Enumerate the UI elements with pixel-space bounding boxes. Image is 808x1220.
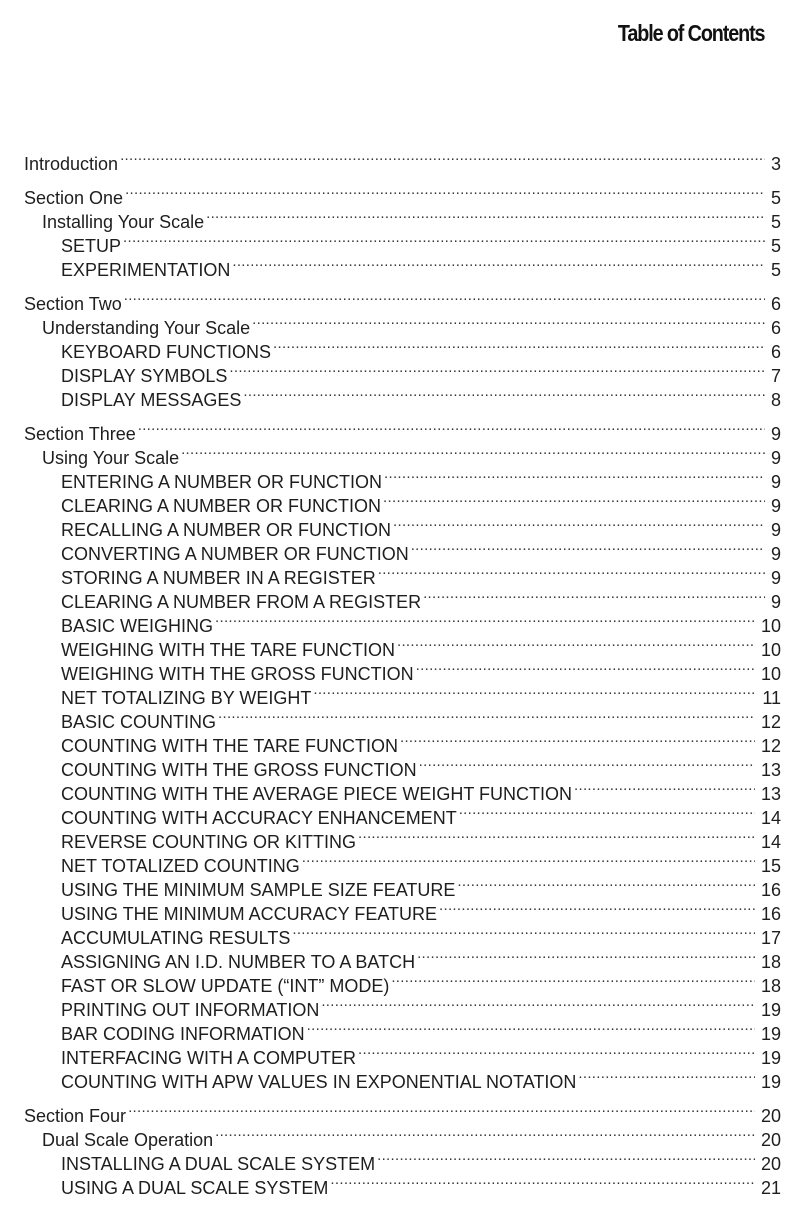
toc-entry-label: KEYBOARD FUNCTIONS xyxy=(61,342,272,362)
toc-section-entry[interactable] xyxy=(24,416,781,444)
dot-leader xyxy=(574,776,755,800)
toc-entry-label: Dual Scale Operation xyxy=(42,1130,214,1150)
toc-entry-page-number: 13 xyxy=(760,760,781,780)
toc-entry-page-number: 11 xyxy=(762,688,781,708)
toc-entry-label: CLEARING A NUMBER OR FUNCTION xyxy=(61,496,382,516)
toc-entry-page-number: 12 xyxy=(760,736,781,756)
toc-group xyxy=(24,180,781,280)
toc-entry-label: NET TOTALIZING BY WEIGHT xyxy=(61,688,312,708)
toc-subsection-entry[interactable] xyxy=(24,310,781,338)
toc-entry-page-number: 15 xyxy=(760,856,781,876)
toc-entry-page-number: 6 xyxy=(770,318,781,338)
toc-entry-page-number: 13 xyxy=(760,784,781,804)
toc-entry-label: COUNTING WITH APW VALUES IN EXPONENTIAL NOTATION xyxy=(61,1072,577,1092)
toc-entry-label: USING A DUAL SCALE SYSTEM xyxy=(61,1178,329,1198)
toc-entry-page-number: 10 xyxy=(760,616,781,636)
dot-leader xyxy=(578,1064,755,1088)
dot-leader xyxy=(459,800,755,824)
dot-leader xyxy=(307,1016,755,1040)
toc-entry-label: Introduction xyxy=(24,154,119,174)
toc-group xyxy=(24,286,781,410)
dot-leader xyxy=(138,416,765,440)
toc-entry-page-number: 6 xyxy=(770,342,781,362)
toc-entry-page-number: 7 xyxy=(770,366,781,386)
toc-entry-label: CLEARING A NUMBER FROM A REGISTER xyxy=(61,592,422,612)
dot-leader xyxy=(423,584,765,608)
dot-leader xyxy=(313,680,756,704)
page-title: Table of Contents xyxy=(617,20,764,46)
toc-entry-label: ACCUMULATING RESULTS xyxy=(61,928,291,948)
toc-entry-label: EXPERIMENTATION xyxy=(61,260,231,280)
toc-entry-page-number: 9 xyxy=(770,448,781,468)
toc-entry-page-number: 20 xyxy=(760,1106,781,1126)
dot-leader xyxy=(273,334,765,358)
toc-entry-label: ENTERING A NUMBER OR FUNCTION xyxy=(61,472,383,492)
toc-entry-label: CONVERTING A NUMBER OR FUNCTION xyxy=(61,544,409,564)
dot-leader xyxy=(457,872,755,896)
dot-leader xyxy=(243,382,765,406)
toc-entry-page-number: 5 xyxy=(770,212,781,232)
toc-entry-label: COUNTING WITH THE TARE FUNCTION xyxy=(61,736,398,756)
toc-section-entry[interactable] xyxy=(24,286,781,314)
dot-leader xyxy=(232,252,765,276)
toc-entry-page-number: 9 xyxy=(770,544,781,564)
toc-entry-page-number: 5 xyxy=(770,236,781,256)
dot-leader xyxy=(439,896,755,920)
dot-leader xyxy=(393,512,765,536)
toc-entry-page-number: 5 xyxy=(770,188,781,208)
dot-leader xyxy=(384,464,765,488)
toc-entry-page-number: 10 xyxy=(760,664,781,684)
dot-leader xyxy=(400,728,755,752)
toc-entry-page-number: 18 xyxy=(760,952,781,972)
dot-leader xyxy=(128,1098,755,1122)
toc-entry-page-number: 8 xyxy=(770,390,781,410)
toc-subsection-entry[interactable] xyxy=(24,1122,781,1150)
dot-leader xyxy=(330,1170,755,1194)
dot-leader xyxy=(411,536,765,560)
dot-leader xyxy=(378,560,765,584)
toc-topic-entry[interactable] xyxy=(24,252,781,280)
toc-section-entry[interactable] xyxy=(24,1098,781,1126)
toc-entry-label: FAST OR SLOW UPDATE (“INT” MODE) xyxy=(61,976,390,996)
toc-entry-label: Understanding Your Scale xyxy=(42,318,251,338)
toc-entry-page-number: 9 xyxy=(770,592,781,612)
dot-leader xyxy=(218,704,755,728)
toc-entry-label: RECALLING A NUMBER OR FUNCTION xyxy=(61,520,392,540)
dot-leader xyxy=(358,824,755,848)
toc-entry-label: COUNTING WITH ACCURACY ENHANCEMENT xyxy=(61,808,457,828)
toc-group xyxy=(24,1098,781,1198)
toc-section-entry[interactable] xyxy=(24,146,781,174)
toc-entry-page-number: 10 xyxy=(760,640,781,660)
toc-entry-page-number: 20 xyxy=(760,1130,781,1150)
dot-leader xyxy=(302,848,755,872)
toc-entry-page-number: 14 xyxy=(760,808,781,828)
toc-entry-page-number: 5 xyxy=(770,260,781,280)
toc-entry-label: NET TOTALIZED COUNTING xyxy=(61,856,300,876)
toc-entry-label: USING THE MINIMUM SAMPLE SIZE FEATURE xyxy=(61,880,456,900)
toc-entry-page-number: 19 xyxy=(760,1048,781,1068)
toc-entry-label: REVERSE COUNTING OR KITTING xyxy=(61,832,357,852)
toc-entry-label: Section One xyxy=(24,188,124,208)
toc-entry-page-number: 12 xyxy=(760,712,781,732)
toc-entry-label: DISPLAY MESSAGES xyxy=(61,390,242,410)
dot-leader xyxy=(358,1040,755,1064)
table-of-contents xyxy=(24,146,781,1204)
dot-leader xyxy=(215,1122,755,1146)
toc-entry-page-number: 20 xyxy=(760,1154,781,1174)
toc-entry-page-number: 16 xyxy=(760,880,781,900)
toc-entry-label: DISPLAY SYMBOLS xyxy=(61,366,228,386)
toc-entry-label: STORING A NUMBER IN A REGISTER xyxy=(61,568,376,588)
toc-entry-page-number: 14 xyxy=(760,832,781,852)
toc-topic-entry[interactable] xyxy=(24,228,781,256)
toc-entry-page-number: 19 xyxy=(760,1000,781,1020)
toc-entry-page-number: 9 xyxy=(770,520,781,540)
toc-section-entry[interactable] xyxy=(24,180,781,208)
dot-leader xyxy=(123,228,765,252)
toc-entry-page-number: 3 xyxy=(770,154,781,174)
dot-leader xyxy=(419,752,755,776)
dot-leader xyxy=(383,488,765,512)
toc-entry-label: Using Your Scale xyxy=(42,448,180,468)
toc-entry-page-number: 19 xyxy=(760,1024,781,1044)
toc-entry-page-number: 6 xyxy=(770,294,781,314)
dot-leader xyxy=(321,992,755,1016)
dot-leader xyxy=(397,632,755,656)
toc-entry-label: Section Four xyxy=(24,1106,127,1126)
dot-leader xyxy=(252,310,765,334)
toc-entry-label: BAR CODING INFORMATION xyxy=(61,1024,305,1044)
toc-entry-page-number: 19 xyxy=(760,1072,781,1092)
dot-leader xyxy=(377,1146,755,1170)
dot-leader xyxy=(181,440,765,464)
dot-leader xyxy=(124,286,765,310)
toc-entry-page-number: 18 xyxy=(760,976,781,996)
toc-entry-page-number: 9 xyxy=(770,424,781,444)
toc-entry-label: COUNTING WITH THE AVERAGE PIECE WEIGHT FUNCTION xyxy=(61,784,573,804)
toc-entry-label: Installing Your Scale xyxy=(42,212,205,232)
toc-entry-page-number: 17 xyxy=(760,928,781,948)
toc-entry-label: Section Two xyxy=(24,294,122,314)
toc-group xyxy=(24,416,781,1092)
toc-group xyxy=(24,146,781,174)
toc-entry-page-number: 21 xyxy=(760,1178,781,1198)
dot-leader xyxy=(125,180,765,204)
toc-entry-label: INTERFACING WITH A COMPUTER xyxy=(61,1048,357,1068)
toc-subsection-entry[interactable] xyxy=(24,204,781,232)
toc-entry-page-number: 9 xyxy=(770,496,781,516)
toc-entry-label: PRINTING OUT INFORMATION xyxy=(61,1000,320,1020)
toc-entry-label: BASIC WEIGHING xyxy=(61,616,214,636)
toc-entry-label: SETUP xyxy=(61,236,122,256)
dot-leader xyxy=(416,656,755,680)
toc-entry-label: USING THE MINIMUM ACCURACY FEATURE xyxy=(61,904,438,924)
toc-entry-label: WEIGHING WITH THE GROSS FUNCTION xyxy=(61,664,414,684)
toc-entry-label: WEIGHING WITH THE TARE FUNCTION xyxy=(61,640,395,660)
dot-leader xyxy=(292,920,755,944)
toc-entry-label: INSTALLING A DUAL SCALE SYSTEM xyxy=(61,1154,376,1174)
toc-entry-page-number: 9 xyxy=(770,472,781,492)
dot-leader xyxy=(120,146,765,170)
dot-leader xyxy=(206,204,765,228)
toc-entry-label: COUNTING WITH THE GROSS FUNCTION xyxy=(61,760,417,780)
toc-entry-page-number: 16 xyxy=(760,904,781,924)
toc-entry-label: ASSIGNING AN I.D. NUMBER TO A BATCH xyxy=(61,952,416,972)
dot-leader xyxy=(417,944,755,968)
toc-entry-label: BASIC COUNTING xyxy=(61,712,217,732)
dot-leader xyxy=(215,608,755,632)
dot-leader xyxy=(391,968,755,992)
toc-entry-page-number: 9 xyxy=(770,568,781,588)
dot-leader xyxy=(229,358,765,382)
toc-entry-label: Section Three xyxy=(24,424,136,444)
